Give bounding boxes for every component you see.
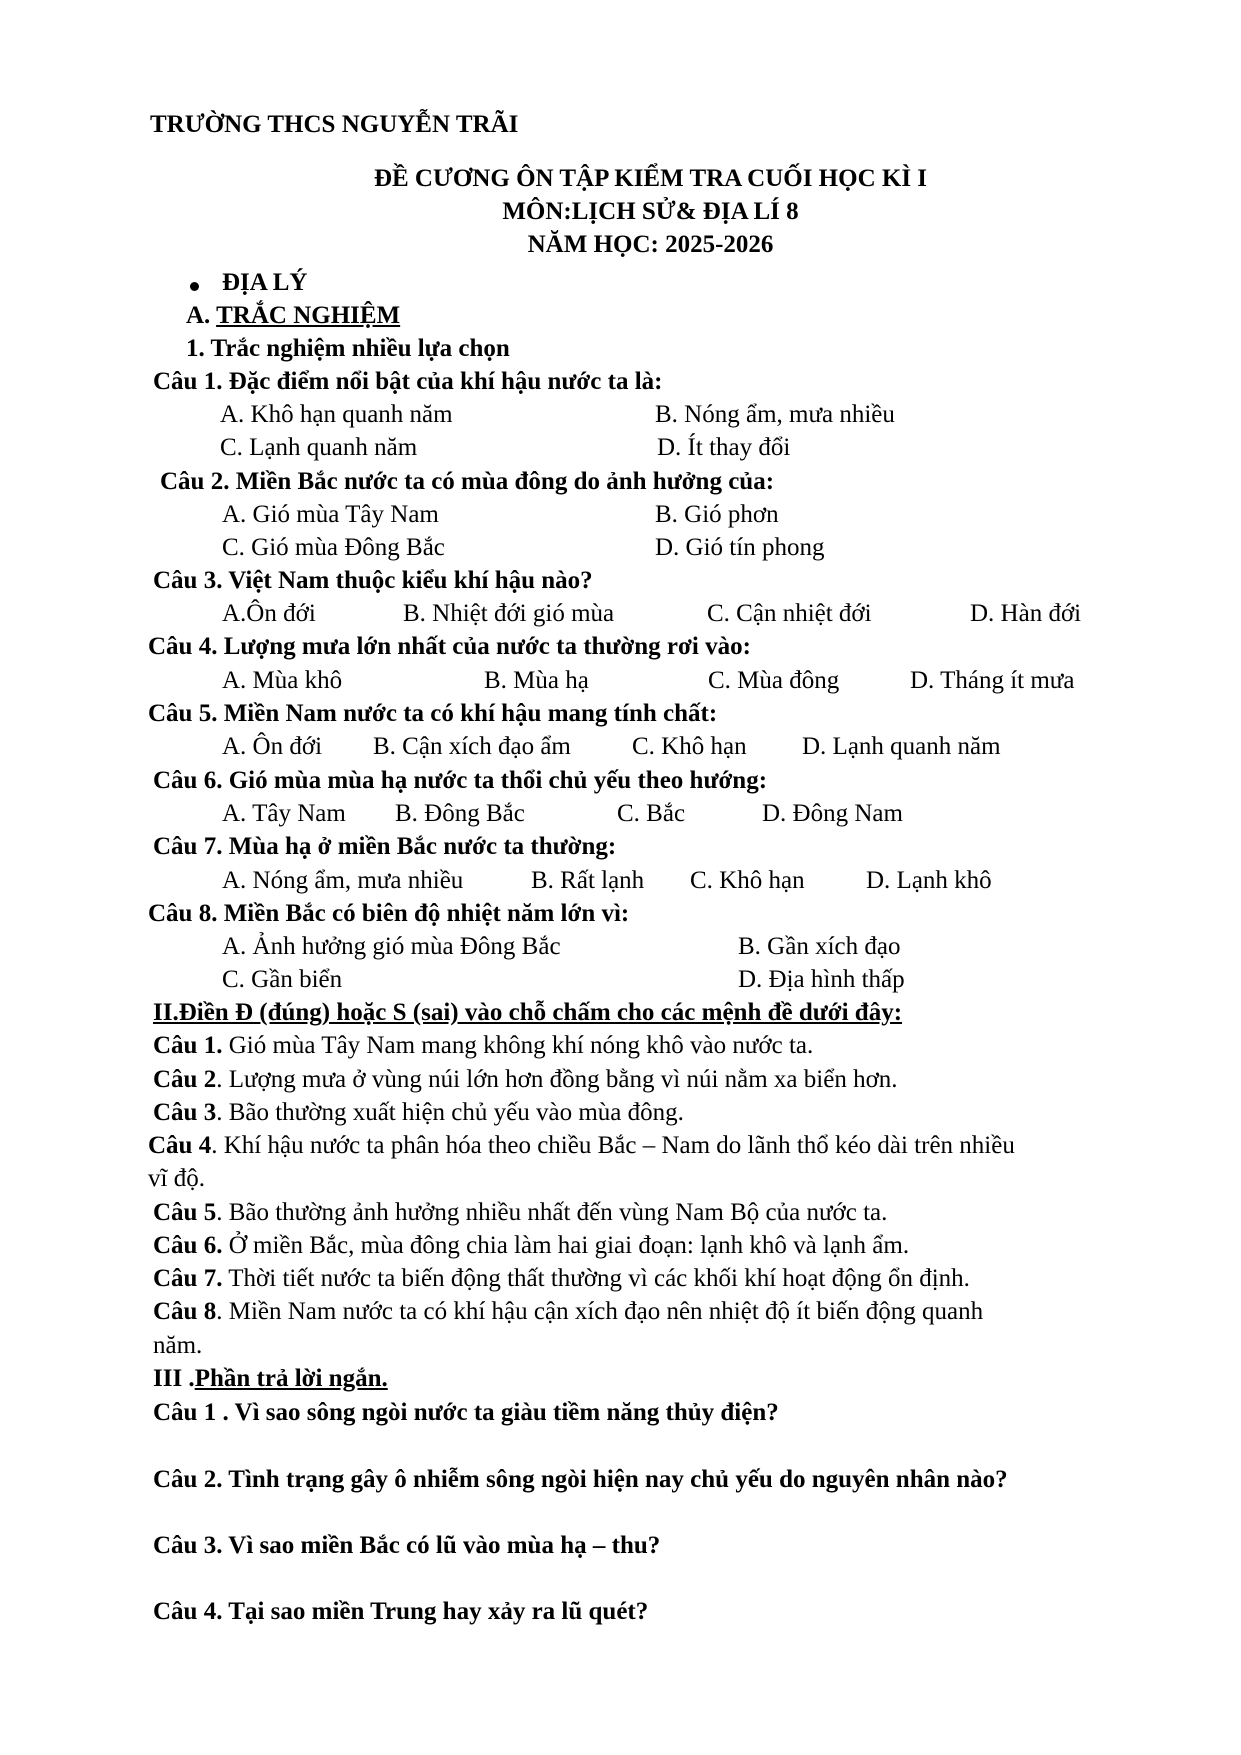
tf-6-text: Ở miền Bắc, mùa đông chia làm hai giai đoạn: lạnh khô và lạnh ẩm. (222, 1232, 910, 1259)
mcq-6-option-b: B. Đông Bắc (395, 800, 525, 827)
part-a-heading (186, 301, 400, 331)
mcq-6-question: Câu 6. Gió mùa mùa hạ nước ta thổi chủ yếu theo hướng: (153, 767, 768, 794)
mcq-7-question: Câu 7. Mùa hạ ở miền Bắc nước ta thường: (153, 833, 617, 860)
mcq-3-question: Câu 3. Việt Nam thuộc kiểu khí hậu nào? (153, 567, 593, 594)
mcq-8-question: Câu 8. Miền Bắc có biên độ nhiệt năm lớn vì: (148, 900, 630, 927)
short-2-text: . Tình trạng gây ô nhiễm sông ngòi hiện nay chủ yếu do nguyên nhân nào? (216, 1466, 1008, 1493)
tf-4-text: . Khí hậu nước ta phân hóa theo chiều Bắc – Nam do lãnh thổ kéo dài trên nhiều (211, 1132, 1015, 1159)
tf-7-label: Câu 7. (153, 1265, 223, 1292)
mcq-4-option-a: A. Mùa khô (222, 667, 343, 694)
mcq-3-option-d: D. Hàn đới (970, 600, 1082, 627)
mcq-4-option-d: D. Tháng ít mưa (910, 667, 1075, 694)
tf-2-label: Câu 2 (153, 1066, 217, 1093)
tf-8-text: . Miền Nam nước ta có khí hậu cận xích đạo nên nhiệt độ ít biến động quanh (216, 1298, 984, 1325)
short-4-label: Câu 4. (153, 1598, 223, 1625)
section-geography: ĐỊA LÝ (222, 269, 308, 296)
mcq-2-option-a: A. Gió mùa Tây Nam (222, 501, 439, 528)
mcq-8-option-a: A. Ảnh hưởng gió mùa Đông Bắc (222, 933, 561, 960)
mcq-3-option-b: B. Nhiệt đới gió mùa (403, 600, 615, 627)
mcq-4-question: Câu 4. Lượng mưa lớn nhất của nước ta thường rơi vào: (148, 633, 751, 660)
mcq-3-option-a: A.Ôn đới (222, 600, 316, 627)
bullet-icon (190, 282, 199, 291)
tf-statement-4-continued: vĩ độ. (148, 1165, 205, 1192)
doc-title-line2: MÔN:LỊCH SỬ& ĐỊA LÍ 8 (502, 198, 799, 225)
short-3-label: Câu 3. (153, 1532, 223, 1559)
short-question-4 (153, 1597, 648, 1627)
short-question-1 (153, 1398, 779, 1428)
tf-7-text: Thời tiết nước ta biến động thất thường vì các khối khí hoạt động ổn định. (222, 1265, 970, 1292)
mcq-5-option-d: D. Lạnh quanh năm (802, 733, 1001, 760)
short-question-3 (153, 1531, 660, 1561)
mcq-7-option-c: C. Khô hạn (690, 867, 805, 894)
mcq-4-option-c: C. Mùa đông (708, 667, 840, 694)
part-a-prefix: A. (186, 302, 217, 329)
part-3-label: Phần trả lời ngắn. (194, 1365, 388, 1392)
mcq-1-option-d: D. Ít thay đổi (657, 434, 791, 461)
mcq-8-option-b: B. Gần xích đạo (738, 933, 901, 960)
tf-statement-8 (153, 1297, 983, 1327)
tf-5-text: . Bão thường ảnh hưởng nhiều nhất đến vùng Nam Bộ của nước ta. (216, 1199, 888, 1226)
short-4-text: Tại sao miền Trung hay xảy ra lũ quét? (222, 1598, 649, 1625)
tf-8-label: Câu 8 (153, 1298, 217, 1325)
mcq-8-option-d: D. Địa hình thấp (738, 966, 905, 993)
mcq-6-option-a: A. Tây Nam (222, 800, 346, 827)
mcq-2-option-b: B. Gió phơn (655, 501, 779, 528)
short-2-label: Câu 2 (153, 1466, 217, 1493)
mcq-7-option-b: B. Rất lạnh (531, 867, 645, 894)
mcq-8-option-c: C. Gần biển (222, 966, 343, 993)
school-name: TRƯỜNG THCS NGUYỄN TRÃI (150, 111, 519, 138)
mcq-5-option-b: B. Cận xích đạo ẩm (373, 733, 571, 760)
mcq-1-option-a: A. Khô hạn quanh năm (220, 401, 453, 428)
tf-4-label: Câu 4 (148, 1132, 212, 1159)
tf-statement-8-continued: năm. (153, 1332, 203, 1359)
tf-2-text: . Lượng mưa ở vùng núi lớn hơn đồng bằng vì núi nằm xa biển hơn. (216, 1066, 898, 1093)
tf-statement-6 (153, 1231, 909, 1261)
tf-1-text: Gió mùa Tây Nam mang không khí nóng khô vào nước ta. (222, 1032, 814, 1059)
part-1-heading: 1. Trắc nghiệm nhiều lựa chọn (186, 335, 510, 362)
mcq-1-option-c: C. Lạnh quanh năm (220, 434, 418, 461)
part-3-prefix: III . (153, 1365, 195, 1392)
mcq-2-option-c: C. Gió mùa Đông Bắc (222, 534, 445, 561)
mcq-5-option-c: C. Khô hạn (632, 733, 747, 760)
mcq-4-option-b: B. Mùa hạ (484, 667, 589, 694)
mcq-7-option-d: D. Lạnh khô (866, 867, 992, 894)
mcq-1-question: Câu 1. Đặc điểm nổi bật của khí hậu nước ta là: (153, 368, 663, 395)
tf-statement-5 (153, 1198, 887, 1228)
mcq-6-option-d: D. Đông Nam (762, 800, 903, 827)
tf-1-label: Câu 1. (153, 1032, 223, 1059)
tf-6-label: Câu 6. (153, 1232, 223, 1259)
doc-title-line3: NĂM HỌC: 2025-2026 (527, 231, 774, 258)
tf-statement-1 (153, 1031, 813, 1061)
tf-5-label: Câu 5 (153, 1199, 217, 1226)
part-2-heading: II.Điền Đ (đúng) hoặc S (sai) vào chỗ chấm cho các mệnh đề dưới đây: (153, 999, 903, 1026)
mcq-2-question: Câu 2. Miền Bắc nước ta có mùa đông do ảnh hưởng của: (160, 468, 775, 495)
short-3-text: Vì sao miền Bắc có lũ vào mùa hạ – thu? (222, 1532, 661, 1559)
short-question-2 (153, 1465, 1008, 1495)
tf-3-text: . Bão thường xuất hiện chủ yếu vào mùa đông. (216, 1099, 684, 1126)
mcq-3-option-c: C. Cận nhiệt đới (707, 600, 872, 627)
short-1-label: Câu 1 . (153, 1399, 229, 1426)
doc-title-line1: ĐỀ CƯƠNG ÔN TẬP KIỂM TRA CUỐI HỌC KÌ I (373, 165, 928, 192)
short-1-text: Vì sao sông ngòi nước ta giàu tiềm năng thủy điện? (228, 1399, 779, 1426)
tf-3-label: Câu 3 (153, 1099, 217, 1126)
tf-statement-3 (153, 1098, 684, 1128)
mcq-5-option-a: A. Ôn đới (222, 733, 323, 760)
tf-statement-2 (153, 1065, 898, 1095)
mcq-7-option-a: A. Nóng ẩm, mưa nhiều (222, 867, 464, 894)
mcq-2-option-d: D. Gió tín phong (655, 534, 825, 561)
mcq-6-option-c: C. Bắc (617, 800, 686, 827)
tf-statement-4 (148, 1131, 1015, 1161)
part-3-heading (153, 1364, 388, 1394)
mcq-5-question: Câu 5. Miền Nam nước ta có khí hậu mang tính chất: (148, 700, 718, 727)
mcq-1-option-b: B. Nóng ẩm, mưa nhiều (655, 401, 895, 428)
part-a-label: TRẮC NGHIỆM (216, 302, 401, 329)
tf-statement-7 (153, 1264, 970, 1294)
